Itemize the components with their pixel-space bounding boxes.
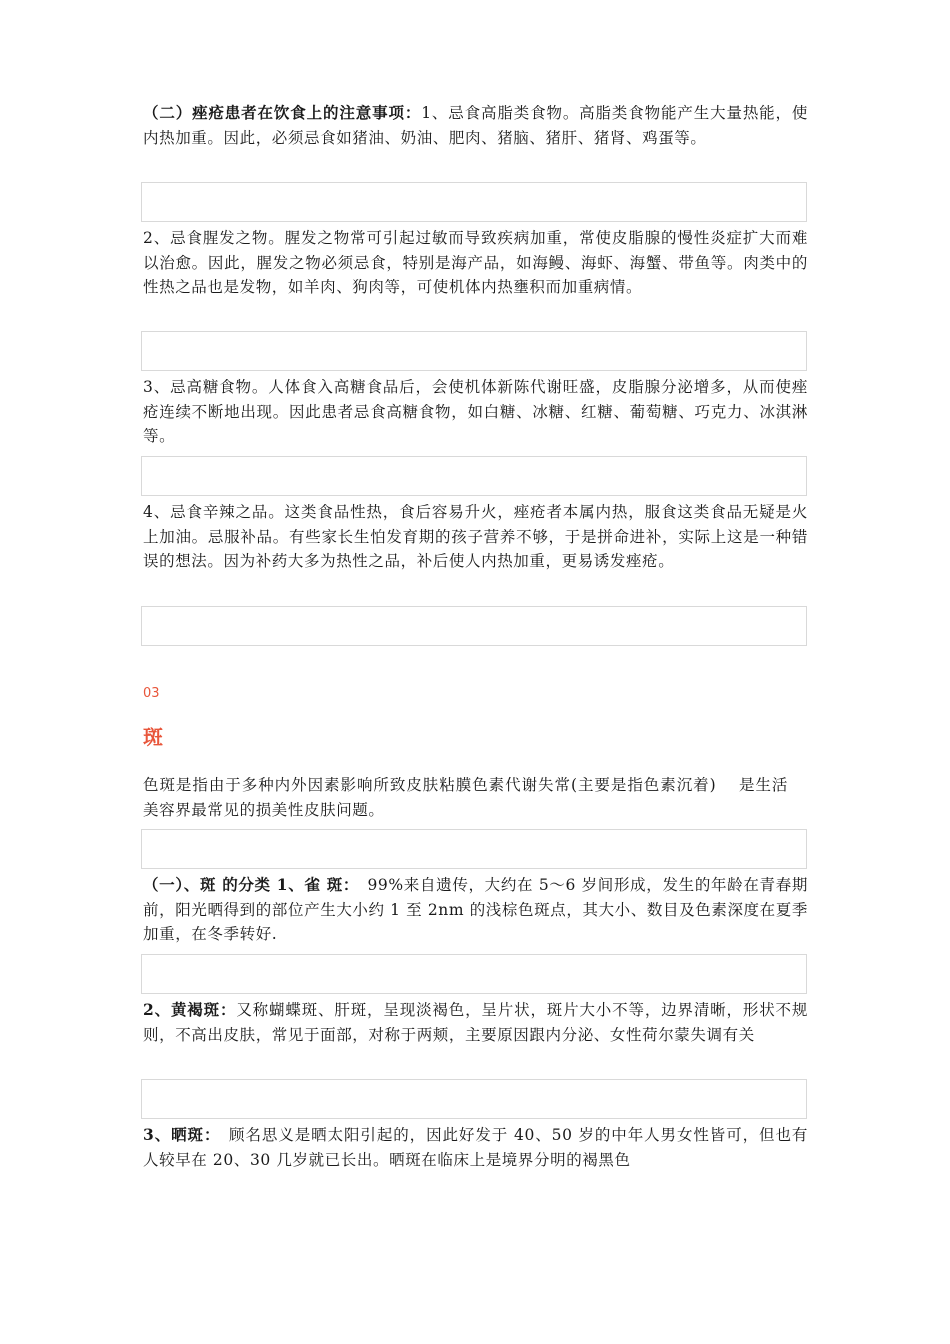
paragraph-text: 顾名思义是晒太阳引起的，因此好发于 40、50 岁的中年人男女性皆可，但也有人较早在 20、30 几岁就已长出。晒斑在临床上是境界分明的褐黑色	[143, 1126, 808, 1169]
paragraph-text: 4、忌食辛辣之品。这类食品性热，食后容易升火，痤疮者本属内热，服食这类食品无疑是火上加油。忌服补品。有些家长生怕发育期的孩子营养不够，于是拼命进补，实际上这是一种错误的想法。因为补药大多为热性之品，补后使人内热加重，更易诱发痤疮。	[143, 503, 808, 570]
paragraph-text: 又称蝴蝶斑、肝斑，呈现淡褐色，呈片状，斑片大小不等，边界清晰，形状不规则，不高出皮肤，常见于面部，对称于两颊，主要原因跟内分泌、女性荷尔蒙失调有关	[143, 1001, 808, 1044]
empty-text-box[interactable]	[141, 456, 807, 496]
paragraph-heading: 3、晒斑：	[143, 1125, 213, 1144]
paragraph-text: 99%来自遗传，大约在 5～6 岁间形成，发生的年龄在青春期前，阳光晒得到的部位产生大小约 1 至 2nm 的浅棕色斑点，其大小、数目及色素深度在夏季加重，在冬季转好.	[143, 876, 808, 943]
paragraph-avoid-sugar	[143, 375, 808, 449]
paragraph-melasma	[143, 998, 808, 1047]
paragraph-diet-precautions	[143, 101, 808, 150]
paragraph-avoid-fishy-food	[143, 226, 808, 300]
paragraph-sunspots	[143, 1123, 808, 1172]
empty-text-box[interactable]	[141, 331, 807, 371]
paragraph-pigment-definition	[143, 773, 788, 822]
paragraph-freckles	[143, 873, 808, 947]
paragraph-text: 2、忌食腥发之物。腥发之物常可引起过敏而导致疾病加重，常使皮脂腺的慢性炎症扩大而难以治愈。因此，腥发之物必须忌食，特别是海产品，如海鳗、海虾、海蟹、带鱼等。肉类中的性热之品也是发物，如羊肉、狗肉等，可使机体内热壅积而加重病情。	[143, 229, 808, 296]
empty-text-box[interactable]	[141, 182, 807, 222]
empty-text-box[interactable]	[141, 1079, 807, 1119]
paragraph-heading: （二）痤疮患者在饮食上的注意事项：	[143, 103, 422, 122]
section-title: 斑	[143, 725, 163, 749]
empty-text-box[interactable]	[141, 954, 807, 994]
empty-text-box[interactable]	[141, 829, 807, 869]
paragraph-text: 3、忌高糖食物。人体食入高糖食品后，会使机体新陈代谢旺盛，皮脂腺分泌增多，从而使痤疮连续不断地出现。因此患者忌食高糖食物，如白糖、冰糖、红糖、葡萄糖、巧克力、冰淇淋等。	[143, 378, 808, 445]
paragraph-text: 色斑是指由于多种内外因素影响所致皮肤粘膜色素代谢失常(主要是指色素沉着) 是生活美容界最常见的损美性皮肤问题。	[143, 776, 788, 819]
paragraph-text: 1、忌食高脂类食物。高脂类食物能产生大量热能，使内热加重。因此，必须忌食如猪油、奶油、肥肉、猪脑、猪肝、猪肾、鸡蛋等。	[143, 104, 809, 147]
section-number: 03	[143, 686, 160, 701]
paragraph-avoid-spicy	[143, 500, 808, 574]
empty-text-box[interactable]	[141, 606, 807, 646]
paragraph-heading: 2、黄褐斑：	[143, 1000, 237, 1019]
paragraph-heading: （一）、斑 的分类 1、雀 斑：	[143, 875, 352, 894]
